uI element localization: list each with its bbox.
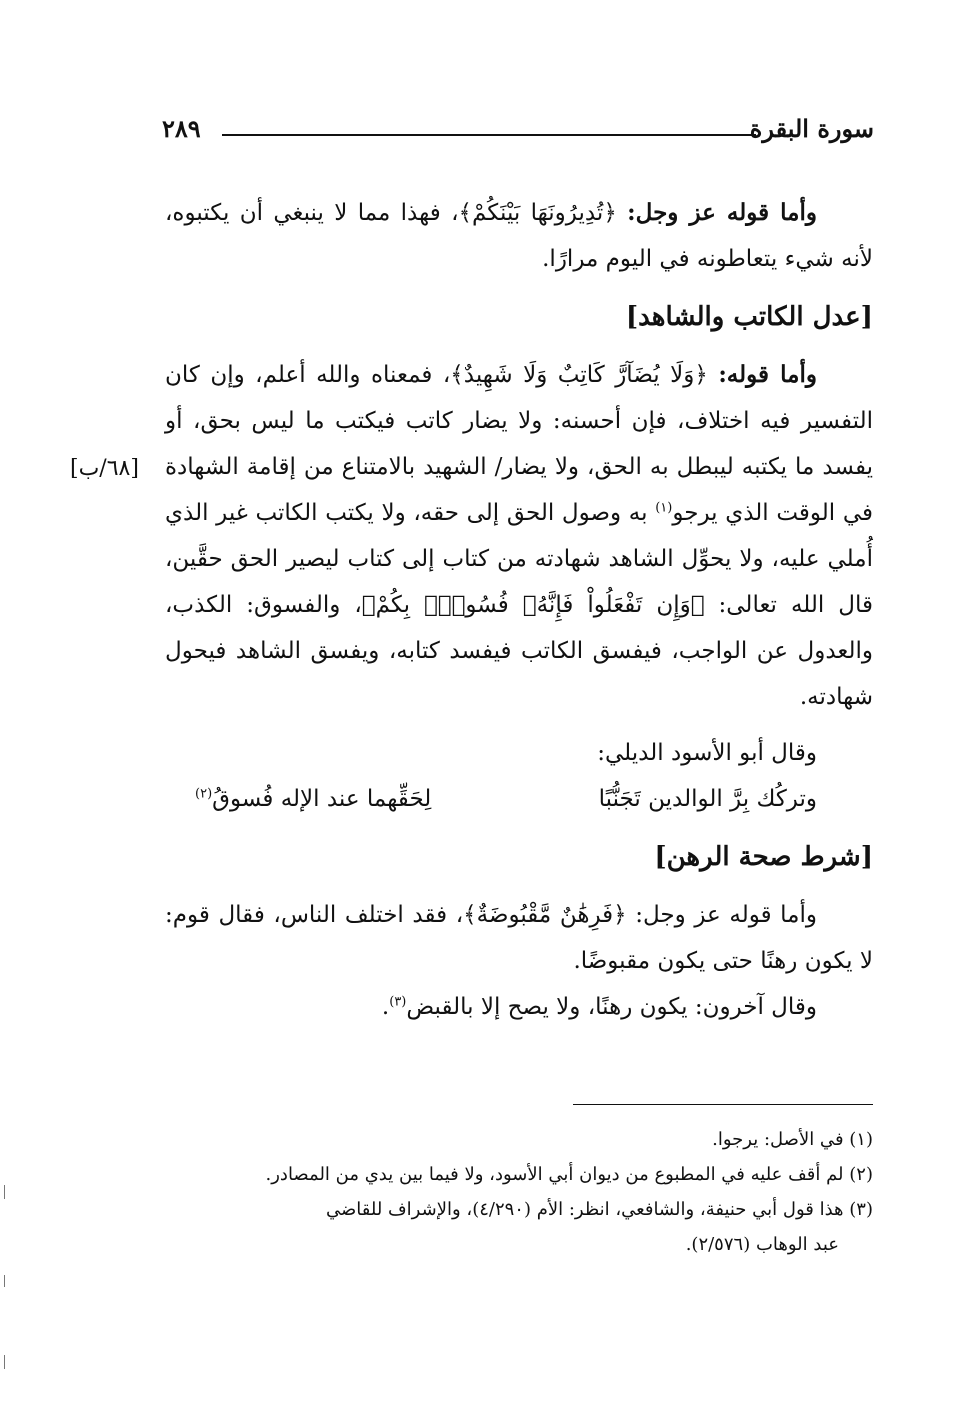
header-rule bbox=[222, 134, 756, 136]
paragraph-3: وقال أبو الأسود الديلي: bbox=[597, 740, 817, 766]
paragraph-2 bbox=[165, 352, 873, 720]
footnote-3-continuation: عبد الوهاب (٢/٥٧٦). bbox=[685, 1234, 839, 1255]
quran-quote: ﴿وَلَا يُضَآرَّ كَاتِبٌ وَلَا شَهِيدٌ﴾ bbox=[450, 362, 708, 388]
footnote-3: (٣) هذا قول أبي حنيفة، والشافعي، انظر: الأم (٤/٢٩٠)، والإشراف للقاضي bbox=[325, 1199, 873, 1220]
paragraph-text: ، فمعناه والله أعلم، وإن كان التفسير فيه اختلاف، فإن أحسنه: ولا يضار كاتب فيكتب ما ليس بحق، أو يفسد ما يكتبه ليبطل به الحق، ولا يضار/ الشهيد بالامتناع من إقامة الشهادة في الوقت الذي يرجو bbox=[165, 362, 873, 526]
footnotes bbox=[165, 1122, 873, 1262]
footnote-ref: (١) bbox=[655, 500, 673, 516]
footnote-ref: (٣) bbox=[389, 994, 407, 1010]
paragraph-lead: وأما قوله: bbox=[718, 361, 818, 388]
main-text bbox=[165, 190, 873, 1030]
verse-first-hemistich: وتركُك بِرَّ الوالدين تَجَنُّبًا bbox=[598, 786, 817, 812]
quran-quote: ﴿فَرِهَٰنٌ مَّقْبُوضَةٌ﴾ bbox=[463, 902, 627, 928]
scan-edge-mark bbox=[4, 1275, 5, 1287]
poetry-verse bbox=[195, 776, 817, 822]
footnote-ref: (٢) bbox=[195, 786, 213, 802]
running-header bbox=[162, 112, 874, 146]
paragraph-end: . bbox=[381, 994, 390, 1020]
paragraph-1 bbox=[165, 190, 873, 282]
verse-second-hemistich bbox=[195, 776, 431, 822]
section-heading: [شرط صحة الرهن] bbox=[654, 842, 873, 872]
section-heading: [عدل الكاتب والشاهد] bbox=[625, 302, 873, 332]
quran-quote: ﴿وَإِن تَفْعَلُواْ فَإِنَّهُۥ فُسُوقٌۢ بِكُمْ﴾ bbox=[361, 592, 705, 618]
verse-second-text: لِحَقِّهما عند الإله فُسوقُ bbox=[212, 786, 432, 812]
paragraph-text: ، فهذا مما لا ينبغي أن يكتبوه، لأنه شيء يتعاطونه في اليوم مرارًا. bbox=[165, 200, 873, 272]
paragraph-text: وقال آخرون: يكون رهنًا، ولا يصح إلا بالقبض bbox=[406, 994, 817, 1020]
footnote-rule bbox=[573, 1104, 873, 1105]
page-number: ٢٨٩ bbox=[162, 112, 207, 146]
paragraph-text: ، والفسوق: الكذب، والعدول عن الواجب، فيفسق الكاتب فيفسد كتابه، ويفسق الشاهد فيحول شهادته. bbox=[165, 592, 873, 710]
paragraph-4 bbox=[165, 892, 873, 984]
paragraph-lead: وأما قوله عز وجل: bbox=[635, 902, 817, 928]
margin-folio-note: [٦٨/ب] bbox=[70, 456, 139, 481]
footnote-2: (٢) لم أقف عليه في المطبوع من ديوان أبي الأسود، ولا فيما بين يدي من المصادر. bbox=[265, 1164, 873, 1185]
scan-edge-mark bbox=[4, 1185, 5, 1199]
paragraph-5 bbox=[165, 984, 873, 1030]
quran-quote: ﴿تُدِيرُونَهَا بَيْنَكُمْ﴾ bbox=[458, 200, 617, 226]
paragraph-text: به وصول الحق إلى حقه، ولا يكتب الكاتب غير الذي أُملي عليه، ولا يحوِّل الشاهد شهادته من كتاب إلى كتاب ليصير الحق حقَّين، قال الله تعالى: bbox=[165, 500, 873, 618]
footnote-1: (١) في الأصل: يرجوا. bbox=[712, 1129, 873, 1150]
paragraph-lead: وأما قوله عز وجل: bbox=[627, 199, 817, 226]
scan-edge-mark bbox=[4, 1355, 5, 1369]
paragraph-text: ، فقد اختلف الناس، فقال قوم: لا يكون رهنًا حتى يكون مقبوضًا. bbox=[165, 902, 873, 974]
running-title: سورة البقرة bbox=[744, 112, 874, 146]
